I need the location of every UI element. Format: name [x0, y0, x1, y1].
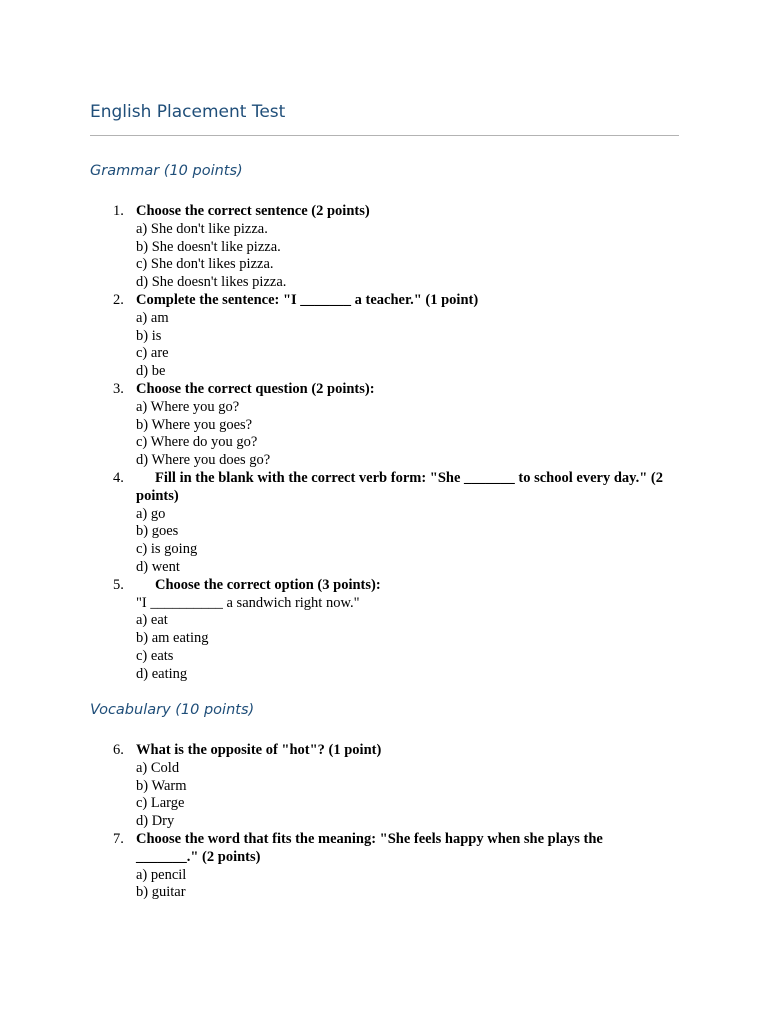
question-number: 6. — [113, 742, 124, 758]
answer-option: b) am eating — [136, 630, 209, 647]
question-text: Choose the word that fits the meaning: "She feels happy when she plays the _______." (2 points) — [136, 830, 603, 865]
grammar-question-list — [0, 203, 768, 684]
document-title: English Placement Test — [90, 102, 286, 122]
answer-option: c) Where do you go? — [136, 434, 258, 451]
answer-option: b) guitar — [136, 884, 186, 901]
answer-option: a) pencil — [136, 866, 187, 883]
answer-option: d) She doesn't likes pizza. — [136, 274, 287, 291]
question-number: 3. — [113, 380, 124, 397]
answer-option: c) is going — [136, 541, 198, 558]
answer-option: a) am — [136, 309, 169, 326]
answer-option: a) Cold — [136, 759, 180, 776]
question-number: 5. — [113, 576, 124, 593]
vocabulary-heading: Vocabulary (10 points) — [90, 702, 255, 718]
answer-option: a) Where you go? — [136, 398, 240, 415]
question-6 — [0, 742, 768, 831]
question-text: Choose the correct option (3 points): — [155, 576, 381, 593]
question-number: 1. — [113, 203, 124, 219]
answer-option: d) be — [136, 363, 166, 380]
answer-option: c) She don't likes pizza. — [136, 256, 274, 273]
question-number: 4. — [113, 469, 124, 486]
question-3 — [0, 381, 768, 470]
question-number: 2. — [113, 291, 124, 308]
vocabulary-question-list — [0, 742, 768, 902]
answer-option: d) went — [136, 558, 180, 575]
answer-option: d) Dry — [136, 813, 175, 830]
answer-option: a) go — [136, 505, 166, 522]
answer-option: d) Where you does go? — [136, 452, 271, 469]
question-text: Complete the sentence: "I _______ a teacher." (1 point) — [136, 291, 479, 308]
title-divider — [90, 135, 679, 136]
answer-option: d) eating — [136, 665, 188, 682]
question-7 — [0, 831, 768, 902]
answer-option: a) eat — [136, 612, 168, 629]
question-2 — [0, 292, 768, 381]
question-5 — [0, 577, 768, 684]
answer-option: b) Warm — [136, 777, 187, 794]
question-text: Choose the correct question (2 points): — [136, 380, 375, 397]
answer-option: b) is — [136, 327, 162, 344]
question-text: Fill in the blank with the correct verb form: "She _______ to school every day." (2 points) — [136, 469, 663, 504]
answer-option: b) Where you goes? — [136, 416, 253, 433]
question-1 — [0, 203, 768, 292]
question-prompt: "I __________ a sandwich right now." — [136, 594, 360, 611]
answer-option: c) are — [136, 345, 169, 362]
question-number: 7. — [113, 830, 124, 847]
answer-option: a) She don't like pizza. — [136, 220, 268, 237]
answer-option: b) She doesn't like pizza. — [136, 238, 281, 255]
question-text: What is the opposite of "hot"? (1 point) — [136, 742, 382, 758]
answer-option: c) Large — [136, 795, 185, 812]
answer-option: c) eats — [136, 647, 174, 664]
grammar-heading: Grammar (10 points) — [90, 163, 243, 179]
question-text: Choose the correct sentence (2 points) — [136, 203, 370, 219]
question-4 — [0, 470, 768, 577]
answer-option: b) goes — [136, 523, 179, 540]
